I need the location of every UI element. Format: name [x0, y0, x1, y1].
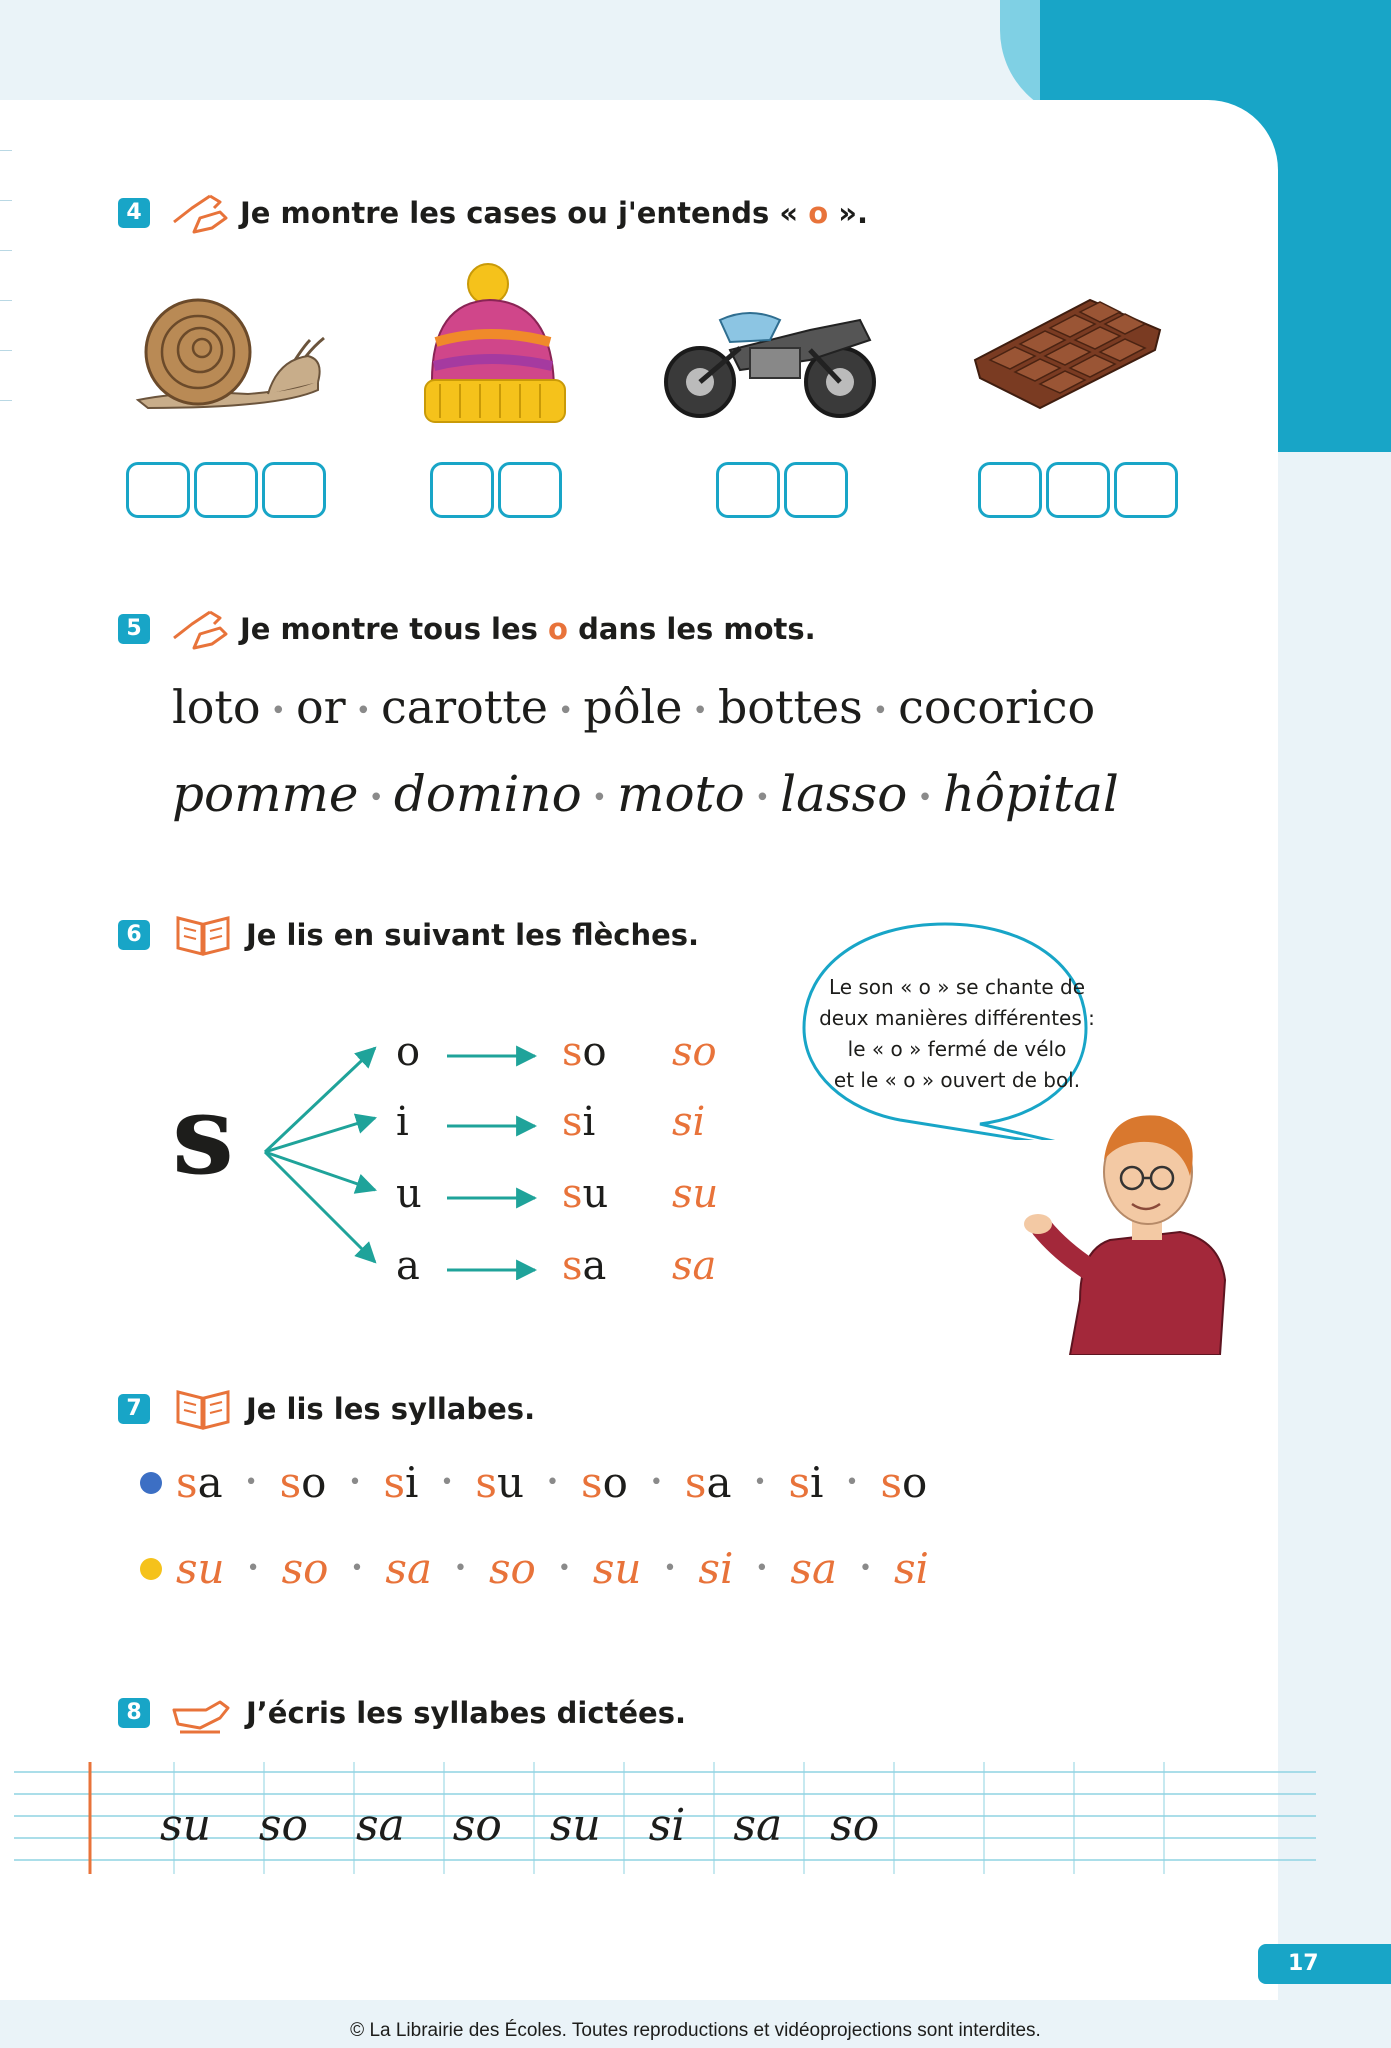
teacher-character-icon — [1020, 1100, 1235, 1355]
answer-box[interactable] — [1114, 462, 1178, 518]
syllable-row-print: sa • so • si • su • so • sa • si • so — [140, 1458, 927, 1507]
vowel-a: a — [396, 1243, 420, 1289]
answer-boxes-snail — [126, 462, 326, 518]
syllable-print: sa — [562, 1243, 607, 1289]
syllable-row-cursive: su • so • sa • so • su • si • sa • si — [140, 1544, 929, 1593]
answer-boxes-hat — [430, 462, 562, 518]
word: pôle — [583, 680, 683, 734]
exercise-4-instruction: Je montre les cases ou j'entends « o ». — [240, 196, 869, 230]
exercise-6-instruction: Je lis en suivant les flèches. — [246, 918, 700, 952]
word: loto — [172, 680, 261, 734]
blue-dot-icon — [140, 1472, 162, 1494]
pointing-hand-icon — [170, 188, 234, 238]
syllable-cursive: su — [672, 1171, 719, 1217]
corner-tab-strip — [1278, 440, 1391, 452]
word: or — [295, 680, 346, 734]
copyright-footer: © La Librairie des Écoles. Toutes reproductions et vidéoprojections sont interdites. — [350, 2020, 1041, 2041]
word: bottes — [717, 680, 863, 734]
exercise-number-6: 6 — [118, 920, 150, 950]
syllable-print: so — [562, 1029, 607, 1075]
answer-boxes-chocolate — [978, 462, 1178, 518]
word: domino — [393, 765, 582, 823]
cursive-word-list: pomme • domino • moto • lasso • hôpital — [172, 765, 1119, 823]
answer-box[interactable] — [430, 462, 494, 518]
answer-box[interactable] — [262, 462, 326, 518]
syllable-cursive: si — [672, 1099, 706, 1145]
exercise-5-instruction: Je montre tous les o dans les mots. — [240, 612, 816, 646]
exercise-number-5: 5 — [118, 614, 150, 644]
answer-box[interactable] — [126, 462, 190, 518]
open-book-icon — [174, 910, 232, 958]
exercise-number-8: 8 — [118, 1698, 150, 1728]
word: cocorico — [898, 680, 1096, 734]
motorcycle-icon — [660, 290, 890, 420]
answer-box[interactable] — [716, 462, 780, 518]
word: moto — [617, 765, 745, 823]
yellow-dot-icon — [140, 1558, 162, 1580]
word: pomme — [172, 765, 359, 823]
exercise-number-7: 7 — [118, 1394, 150, 1424]
pointing-hand-icon — [170, 604, 234, 654]
answer-box[interactable] — [1046, 462, 1110, 518]
writing-hand-icon — [170, 1688, 234, 1738]
answer-box[interactable] — [194, 462, 258, 518]
dictated-syllables: su so sa so su si sa so — [160, 1800, 880, 1851]
word: carotte — [380, 680, 549, 734]
exercise-number-4: 4 — [118, 198, 150, 228]
vowel-o: o — [396, 1029, 421, 1075]
snail-icon — [128, 290, 328, 410]
consonant-s: s — [172, 1070, 234, 1199]
syllable-print: su — [562, 1171, 609, 1217]
answer-box[interactable] — [784, 462, 848, 518]
exercise-8-instruction: J’écris les syllabes dictées. — [246, 1696, 686, 1730]
syllable-cursive: sa — [672, 1243, 717, 1289]
answer-box[interactable] — [978, 462, 1042, 518]
vowel-i: i — [396, 1099, 409, 1145]
vowel-u: u — [396, 1171, 422, 1217]
print-word-list: loto • or • carotte • pôle • bottes • cocorico — [172, 680, 1096, 734]
word: lasso — [780, 765, 908, 823]
wool-hat-icon — [420, 262, 570, 427]
answer-boxes-motorcycle — [716, 462, 848, 518]
chocolate-bar-icon — [970, 290, 1170, 410]
page-number: 17 — [1258, 1944, 1391, 1984]
syllable-cursive: so — [672, 1029, 717, 1075]
answer-box[interactable] — [498, 462, 562, 518]
exercise-7-instruction: Je lis les syllabes. — [246, 1392, 536, 1426]
syllable-print: si — [562, 1099, 596, 1145]
speech-bubble-text: Le son « o » se chante de deux manières différentes : le « o » fermé de vélo et le « o » ouvert de bol. — [819, 975, 1095, 1092]
open-book-icon — [174, 1384, 232, 1432]
word: hôpital — [942, 765, 1119, 823]
